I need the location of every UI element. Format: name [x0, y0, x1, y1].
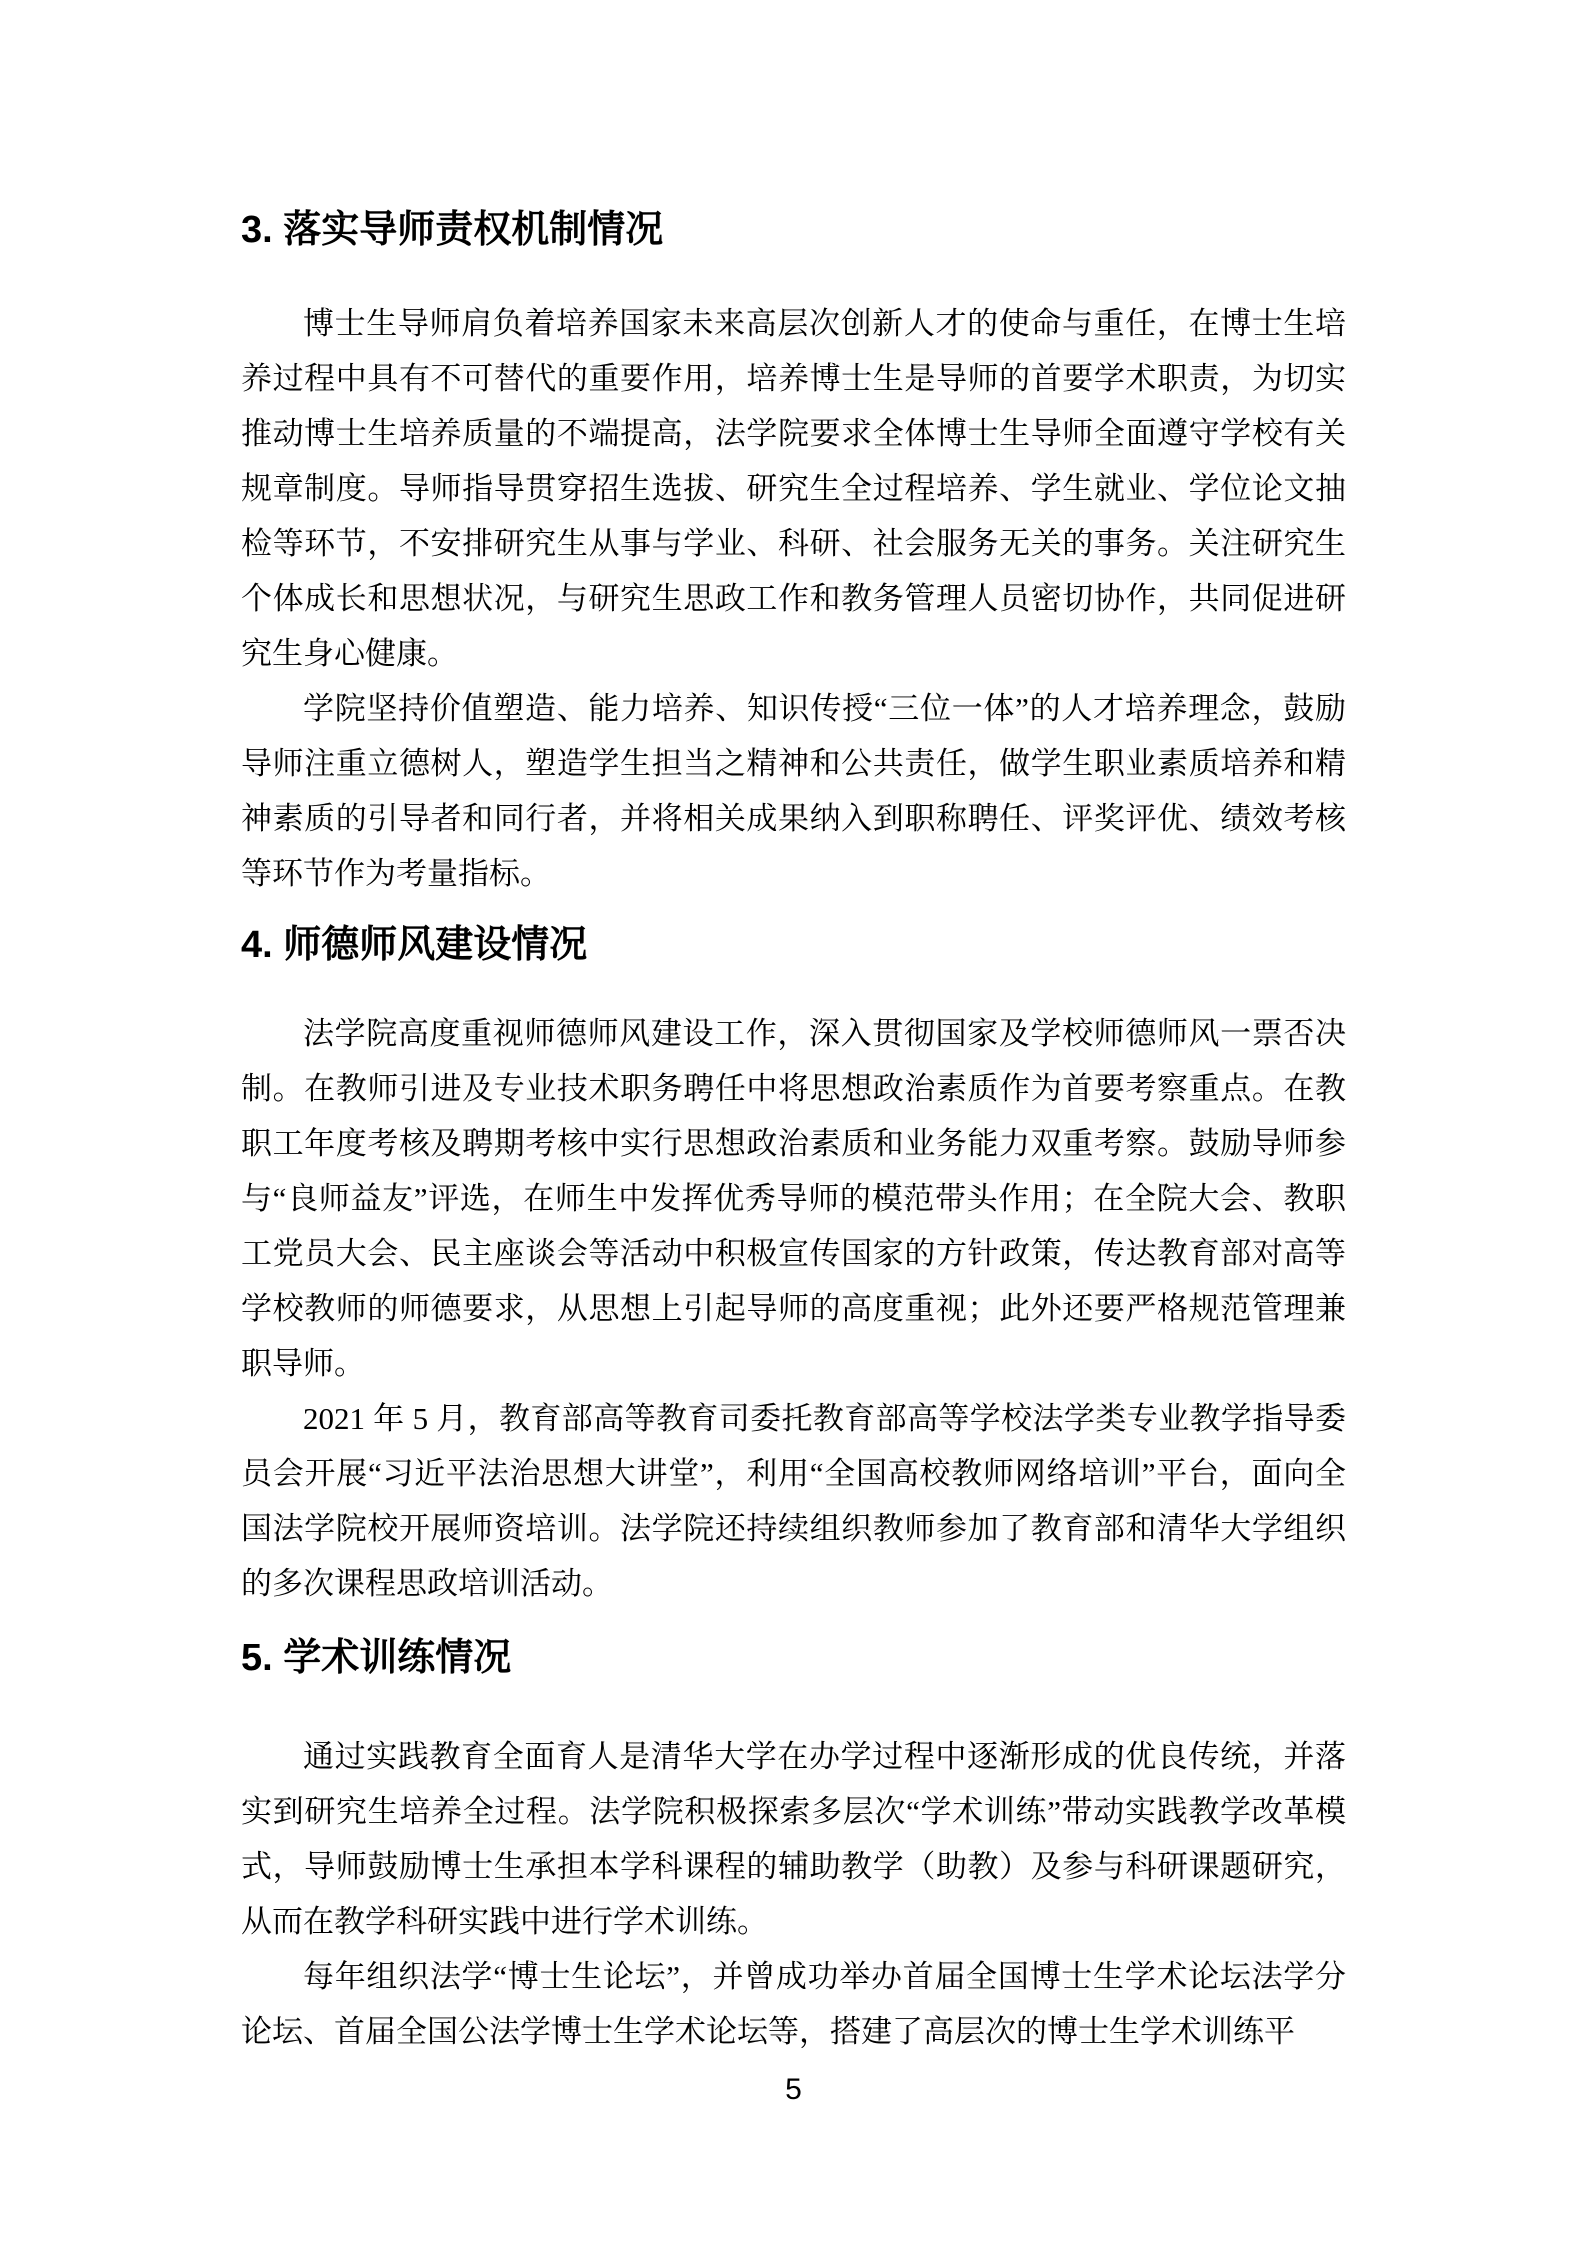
section-3-heading: 3. 落实导师责权机制情况 — [241, 209, 664, 251]
section-3-body — [241, 296, 1346, 901]
section-3-paragraph-2: 学院坚持价值塑造、能力培养、知识传授“三位一体”的人才培养理念，鼓励导师注重立德树人，塑造学生担当之精神和公共责任，做学生职业素质培养和精神素质的引导者和同行者，并将相关成果纳入到职称聘任、评奖评优、绩效考核等环节作为考量指标。 — [241, 691, 1346, 891]
section-4-heading: 4. 师德师风建设情况 — [241, 924, 588, 966]
section-5-heading: 5. 学术训练情况 — [241, 1637, 512, 1679]
section-4-paragraph-2: 2021 年 5 月，教育部高等教育司委托教育部高等学校法学类专业教学指导委员会开展“习近平法治思想大讲堂”，利用“全国高校教师网络培训”平台，面向全国法学院校开展师资培训。法学院还持续组织教师参加了教育部和清华大学组织的多次课程思政培训活动。 — [241, 1401, 1346, 1601]
section-5-paragraph-2: 每年组织法学“博士生论坛”，并曾成功举办首届全国博士生学术论坛法学分论坛、首届全国公法学博士生学术论坛等，搭建了高层次的博士生学术训练平 — [241, 1959, 1346, 2049]
section-4-paragraph-1: 法学院高度重视师德师风建设工作，深入贯彻国家及学校师德师风一票否决制。在教师引进及专业技术职务聘任中将思想政治素质作为首要考察重点。在教职工年度考核及聘期考核中实行思想政治素质和业务能力双重考察。鼓励导师参与“良师益友”评选，在师生中发挥优秀导师的模范带头作用；在全院大会、教职工党员大会、民主座谈会等活动中积极宣传国家的方针政策，传达教育部对高等学校教师的师德要求，从思想上引起导师的高度重视；此外还要严格规范管理兼职导师。 — [241, 1016, 1346, 1381]
section-5-paragraph-1: 通过实践教育全面育人是清华大学在办学过程中逐渐形成的优良传统，并落实到研究生培养全过程。法学院积极探索多层次“学术训练”带动实践教学改革模式，导师鼓励博士生承担本学科课程的辅助教学（助教）及参与科研课题研究，从而在教学科研实践中进行学术训练。 — [241, 1739, 1346, 1939]
page-number: 5 — [785, 2073, 802, 2106]
section-4-body — [241, 1006, 1346, 1611]
section-5-body — [241, 1729, 1346, 2059]
section-3-paragraph-1: 博士生导师肩负着培养国家未来高层次创新人才的使命与重任，在博士生培养过程中具有不可替代的重要作用，培养博士生是导师的首要学术职责，为切实推动博士生培养质量的不端提高，法学院要求全体博士生导师全面遵守学校有关规章制度。导师指导贯穿招生选拔、研究生全过程培养、学生就业、学位论文抽检等环节，不安排研究生从事与学业、科研、社会服务无关的事务。关注研究生个体成长和思想状况，与研究生思政工作和教务管理人员密切协作，共同促进研究生身心健康。 — [241, 306, 1346, 671]
